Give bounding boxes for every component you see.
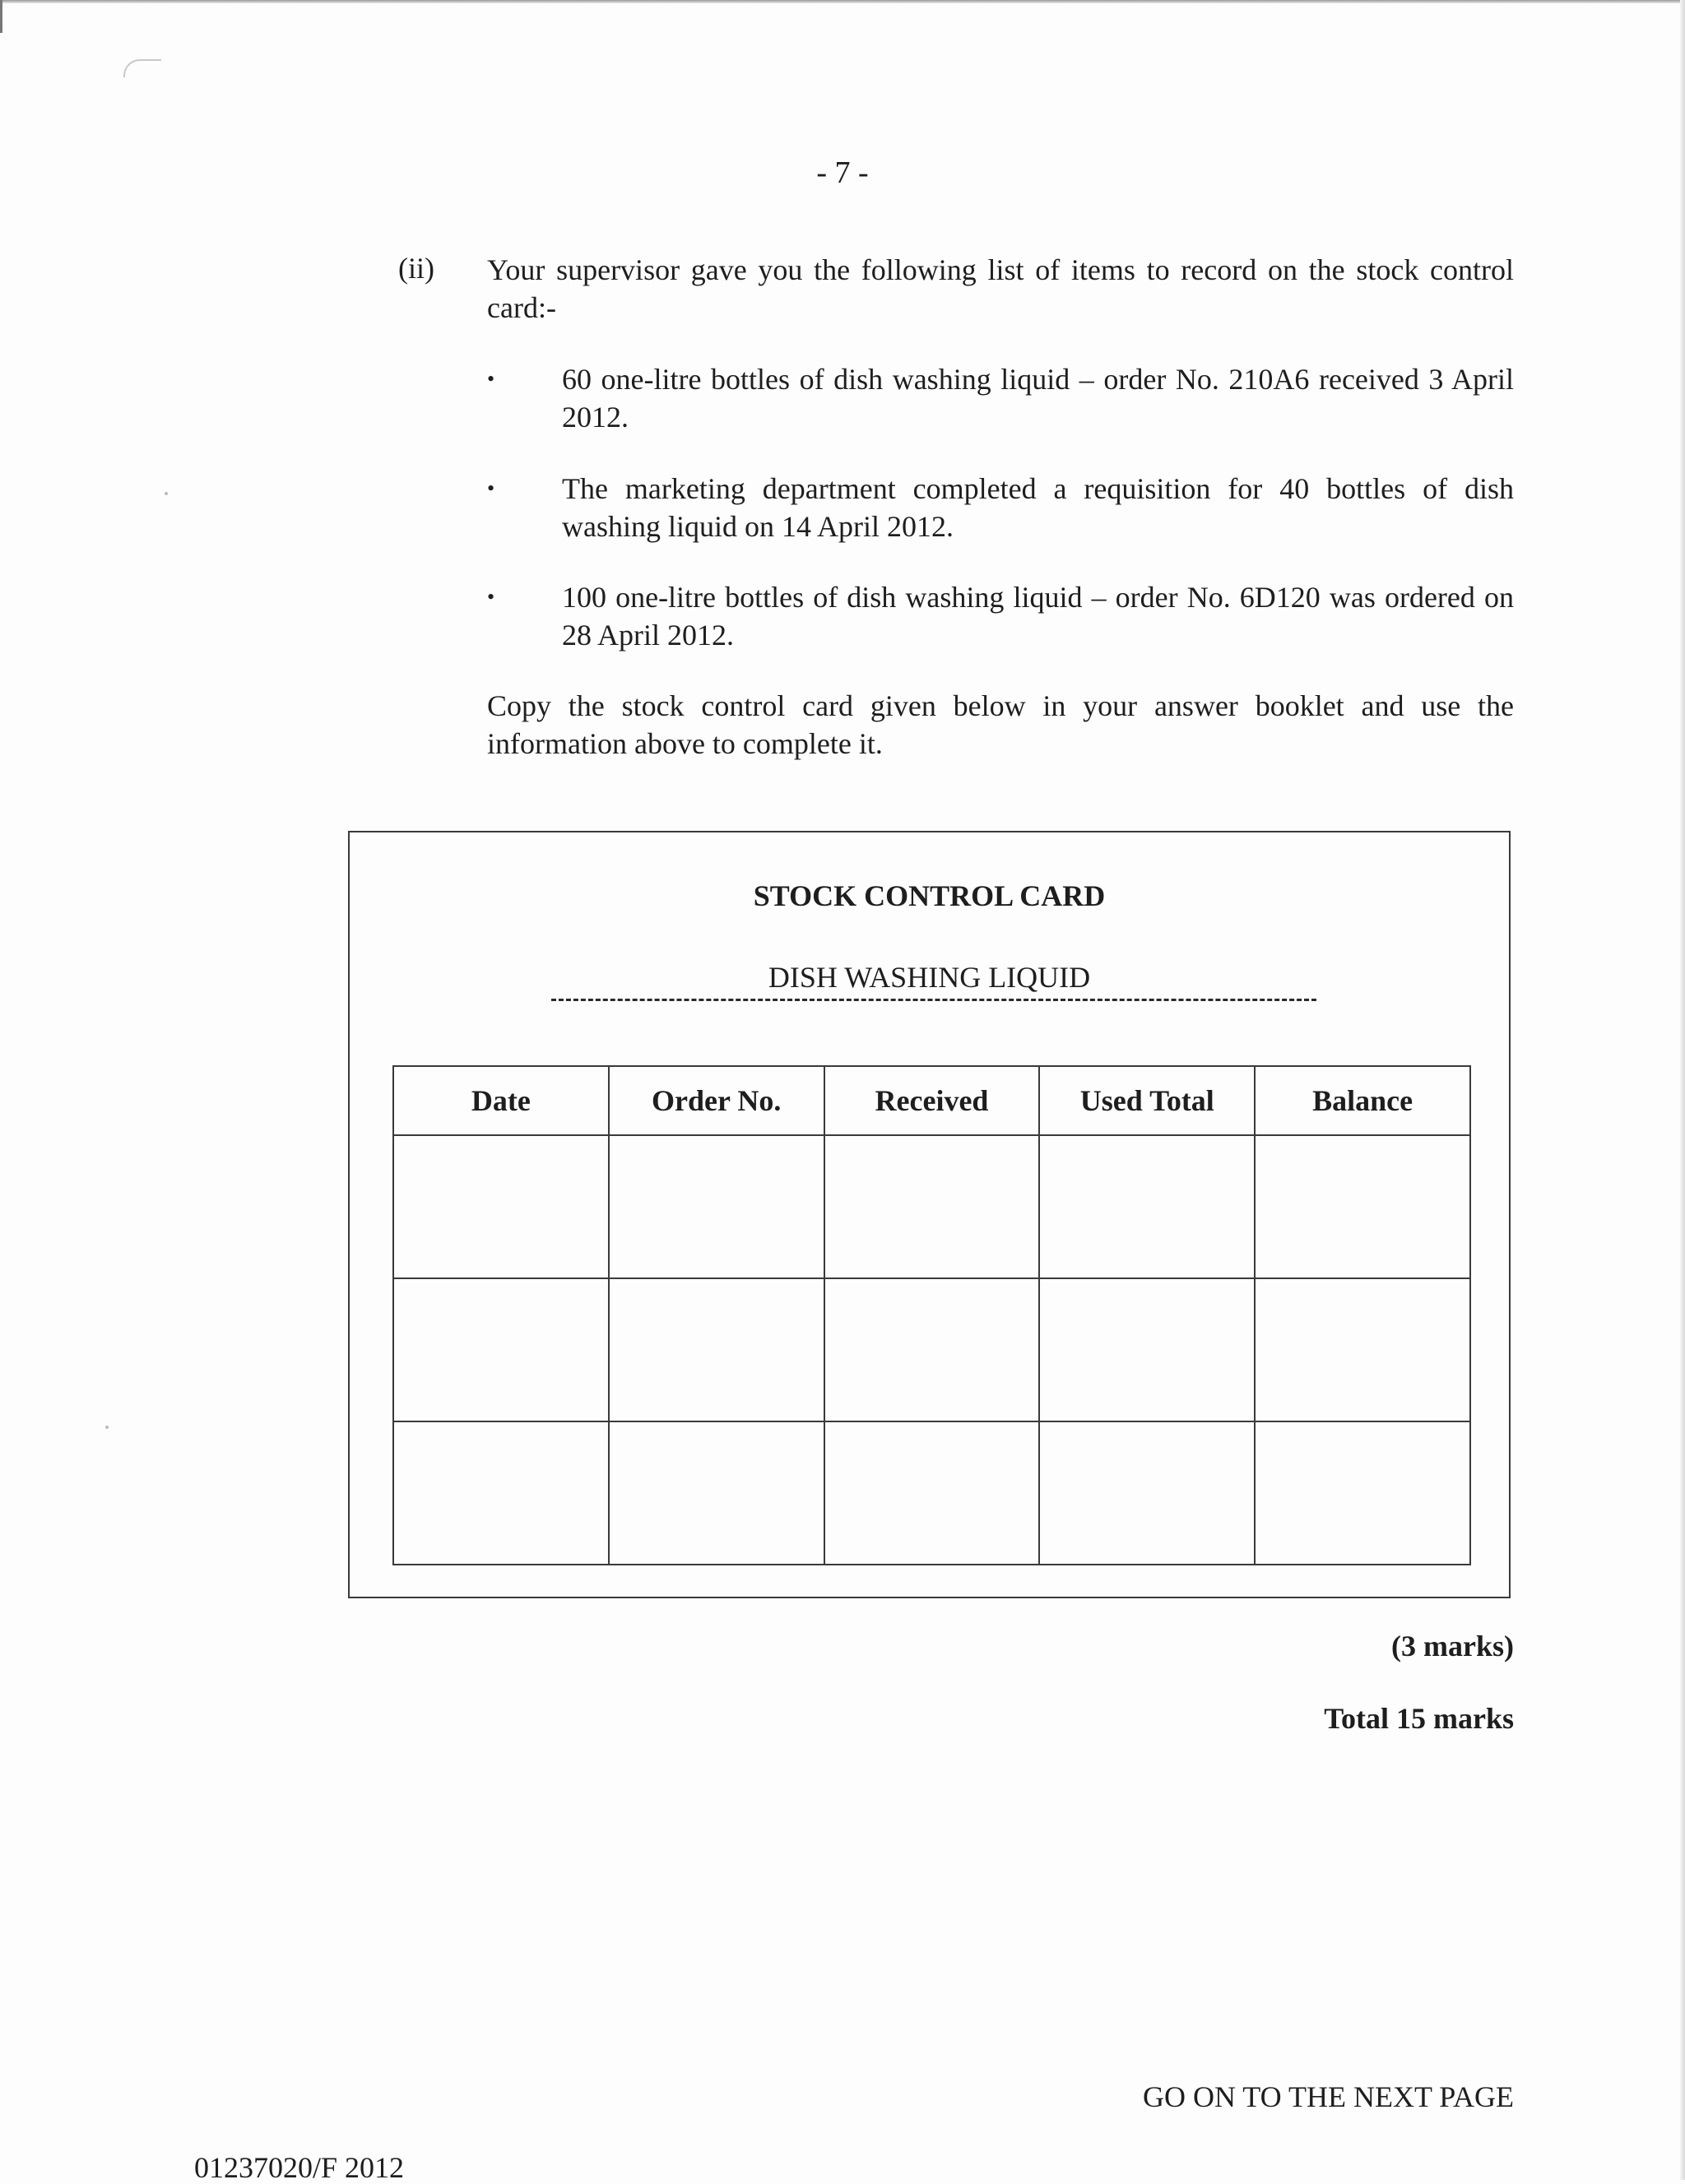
table-cell bbox=[1039, 1421, 1255, 1565]
page-number: - 7 - bbox=[816, 155, 869, 190]
question-label: (ii) bbox=[398, 252, 434, 285]
total-marks: Total 15 marks bbox=[1324, 1702, 1514, 1735]
question-prompt: Your supervisor gave you the following list of items to record on the stock control card:- bbox=[487, 253, 1514, 324]
stock-control-card bbox=[348, 831, 1511, 1598]
table-cell bbox=[1255, 1421, 1470, 1565]
table-cell bbox=[1255, 1278, 1470, 1421]
table-cell bbox=[393, 1135, 609, 1278]
instruction-text: Copy the stock control card given below in your answer booklet and use the information above to complete it. bbox=[487, 689, 1514, 760]
footer-paper-code: 01237020/F 2012 bbox=[194, 2151, 405, 2184]
table-cell bbox=[609, 1278, 824, 1421]
scan-left-edge bbox=[0, 0, 2, 33]
scan-top-edge bbox=[0, 0, 1685, 3]
stock-table bbox=[392, 1065, 1471, 1565]
table-cell bbox=[824, 1421, 1040, 1565]
table-cell bbox=[824, 1135, 1040, 1278]
scan-mark bbox=[123, 59, 161, 77]
scan-speck bbox=[105, 1426, 109, 1429]
column-header-order-no: Order No. bbox=[609, 1066, 824, 1135]
scan-right-edge bbox=[1680, 0, 1685, 2180]
dashed-underline bbox=[551, 999, 1316, 1001]
table-cell bbox=[609, 1421, 824, 1565]
column-header-date: Date bbox=[393, 1066, 609, 1135]
bullet-icon: • bbox=[487, 585, 495, 609]
list-item-text: The marketing department completed a requisition for 40 bottles of dish washing liquid on 14 April 2012. bbox=[562, 472, 1514, 543]
table-row bbox=[393, 1135, 1470, 1278]
card-title: STOCK CONTROL CARD bbox=[753, 879, 1106, 912]
card-item-name: DISH WASHING LIQUID bbox=[768, 961, 1091, 994]
list-item-text: 100 one-litre bottles of dish washing liquid – order No. 6D120 was ordered on 28 April 2012. bbox=[562, 581, 1514, 651]
column-header-used-total: Used Total bbox=[1039, 1066, 1255, 1135]
column-header-balance: Balance bbox=[1255, 1066, 1470, 1135]
footer-next-page: GO ON TO THE NEXT PAGE bbox=[1142, 2080, 1514, 2113]
table-cell bbox=[824, 1278, 1040, 1421]
table-cell bbox=[393, 1421, 609, 1565]
bullet-icon: • bbox=[487, 476, 495, 500]
column-header-received: Received bbox=[824, 1066, 1040, 1135]
table-row bbox=[393, 1421, 1470, 1565]
table-cell bbox=[1039, 1135, 1255, 1278]
table-header-row bbox=[393, 1066, 1470, 1135]
scan-speck bbox=[165, 492, 168, 495]
table-cell bbox=[393, 1278, 609, 1421]
table-cell bbox=[1255, 1135, 1470, 1278]
table-row bbox=[393, 1278, 1470, 1421]
list-item-text: 60 one-litre bottles of dish washing liquid – order No. 210A6 received 3 April 2012. bbox=[562, 363, 1514, 434]
bullet-icon: • bbox=[487, 367, 495, 391]
table-cell bbox=[1039, 1278, 1255, 1421]
part-marks: (3 marks) bbox=[1391, 1630, 1514, 1662]
table-cell bbox=[609, 1135, 824, 1278]
